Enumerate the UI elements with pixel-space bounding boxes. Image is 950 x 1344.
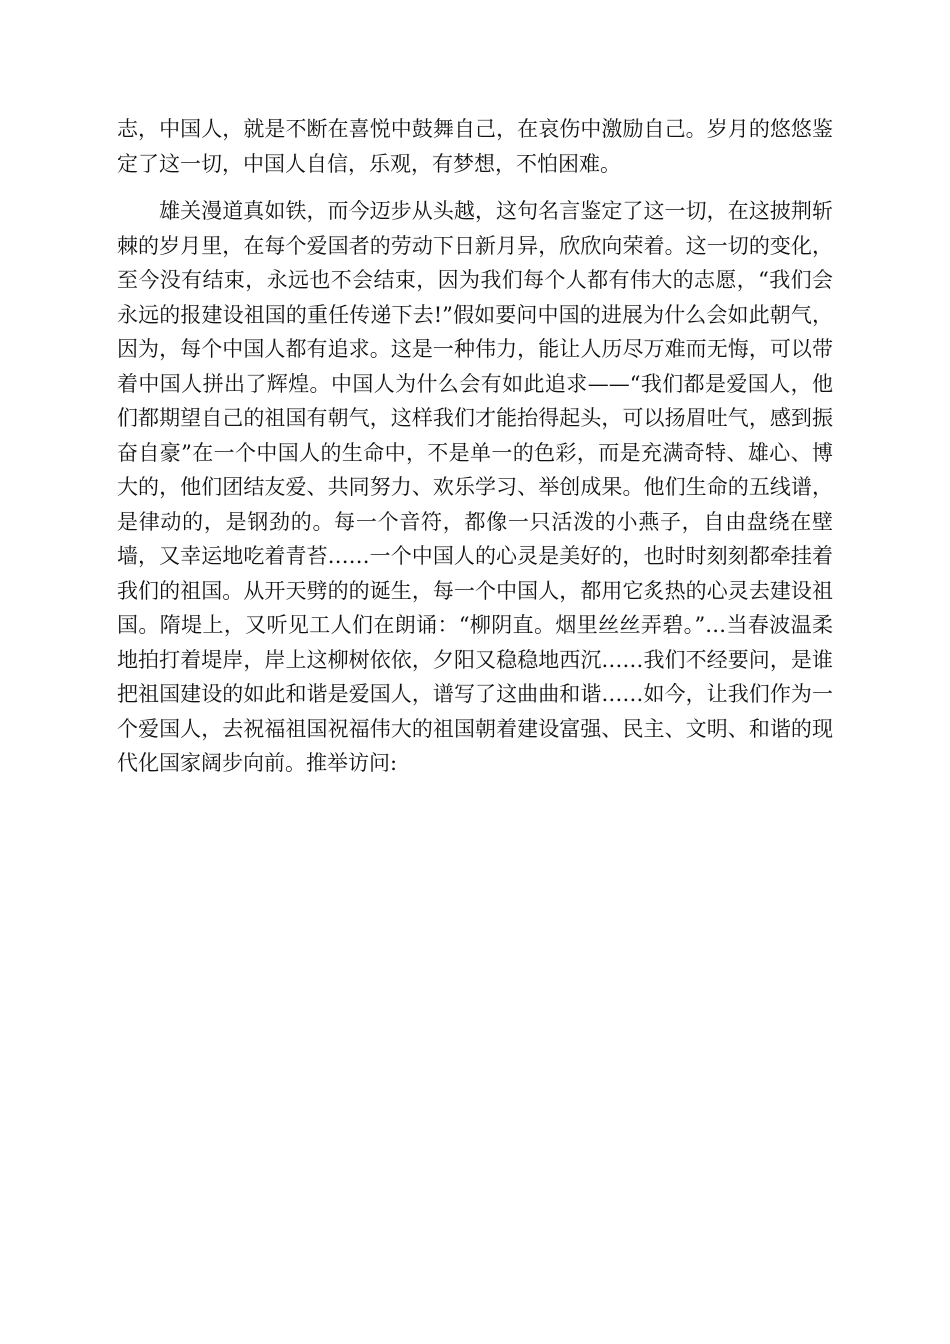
paragraph-2: 雄关漫道真如铁，而今迈步从头越，这句名言鉴定了这一切，在这披荆斩棘的岁月里，在每个爱国者的劳动下日新月异，欣欣向荣着。这一切的变化，至今没有结束，永远也不会结束，因为我们每个人都有伟大的志愿，“我们会永远的报建设祖国的重任传递下去!”假如要问中国的进展为什么会如此朝气，因为，每个中国人都有追求。这是一种伟力，能让人历尽万难而无悔，可以带着中国人拼出了辉煌。中国人为什么会有如此追求——“我们都是爱国人，他们都期望自己的祖国有朝气，这样我们才能抬得起头，可以扬眉吐气，感到振奋自豪”在一个中国人的生命中，不是单一的色彩，而是充满奇特、雄心、博大的，他们团结友爱、共同努力、欢乐学习、举创成果。他们生命的五线谱，是律动的，是钢劲的。每一个音符，都像一只活泼的小燕子，自由盘绕在壁墙，又幸运地吃着青苔……一个中国人的心灵是美好的，也时时刻刻都牵挂着我们的祖国。从开天劈的的诞生，每一个中国人，都用它炙热的心灵去建设祖国。隋堤上，又听见工人们在朗诵：“柳阴直。烟里丝丝弄碧。”…当春波温柔地拍打着堤岸，岸上这柳树依依，夕阳又稳稳地西沉……我们不经要问，是谁把祖国建设的如此和谐是爱国人，谱写了这曲曲和谐……如今，让我们作为一个爱国人，去祝福祖国祝福伟大的祖国朝着建设富强、民主、文明、和谐的现代化国家阔步向前。推举访问: <box>117 199 833 775</box>
paragraph-1: 志，中国人，就是不断在喜悦中鼓舞自己，在哀伤中激励自己。岁月的悠悠鉴定了这一切，中国人自信，乐观，有梦想，不怕困难。 <box>117 117 833 176</box>
document-body <box>117 112 833 781</box>
